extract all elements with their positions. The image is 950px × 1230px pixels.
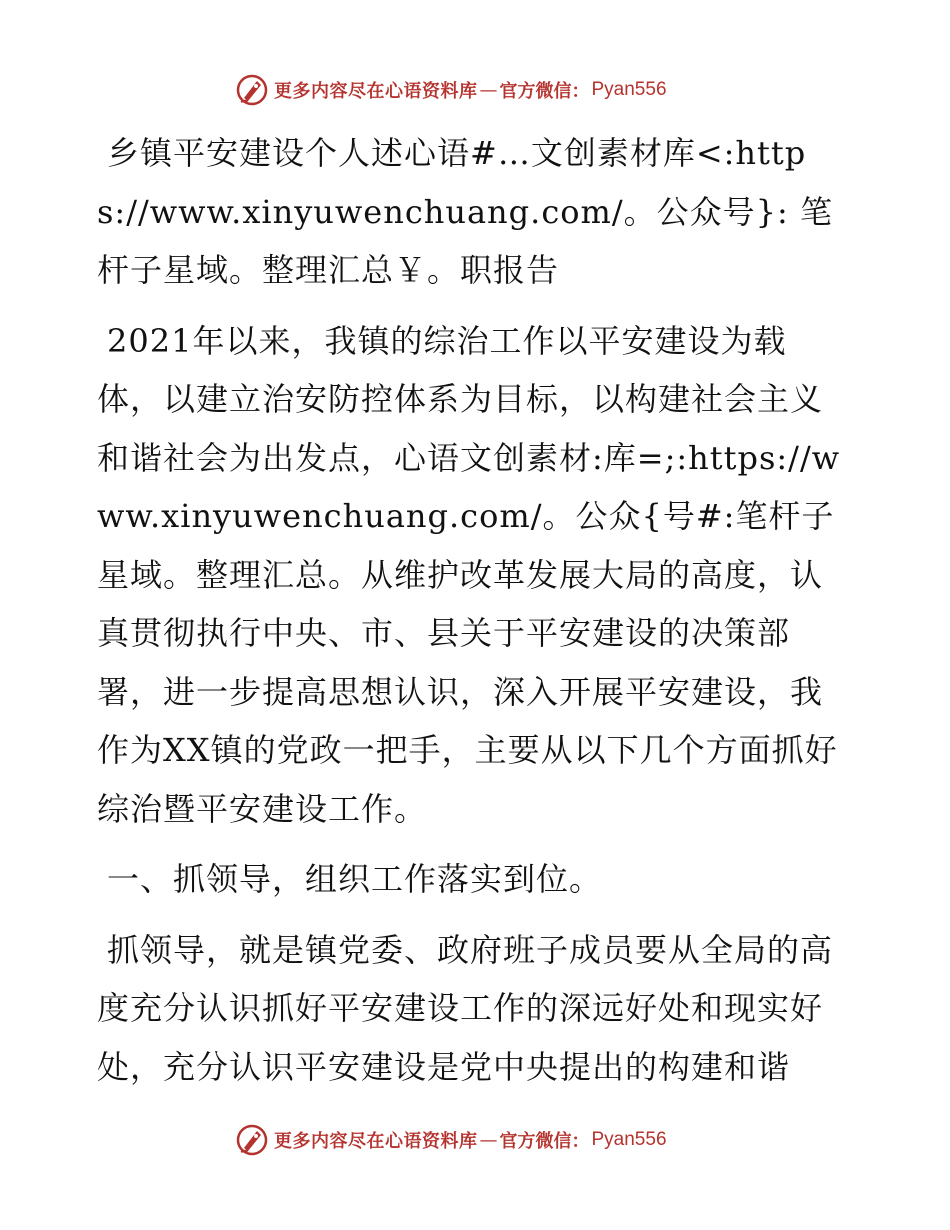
pen-nib-logo-icon [235,1123,269,1157]
document-body [97,124,847,1108]
watermark-separator: — [479,79,498,101]
watermark-label: 官方微信： [499,1131,590,1152]
footer-watermark [235,1122,667,1158]
section-heading: 一、抓领导，组织工作落实到位。 [107,860,603,898]
watermark-separator: — [479,1129,498,1151]
watermark-wechat-id: Pyan556 [591,1129,667,1150]
paragraph-intro: 2021年以来，我镇的综治工作以平安建设为载体，以建立治安防控体系为目标，以构建社会主义和谐社会为出发点，心语文创素材:库=;:https://www.xinyuwenchuang.com/。公众{号#:笔杆子星域。整理汇总。从维护改革发展大局的高度，认真贯彻执行中央、市、县关于平安建设的决策部署，进一步提高思想认识，深入开展平安建设，我作为XX镇的党政一把手，主要从以下几个方面抓好综治暨平安建设工作。 [97,321,841,828]
pen-nib-logo-icon [235,73,269,107]
watermark-text: 更多内容尽在心语资料库 [274,1131,478,1152]
watermark-label: 官方微信： [499,81,590,102]
paragraph-body: 抓领导，就是镇党委、政府班子成员要从全局的高度充分认识抓好平安建设工作的深远好处和现实好处，充分认识平安建设是党中央提出的构建和谐 [97,930,834,1086]
header-watermark [235,72,667,108]
paragraph-title: 乡镇平安建设个人述心语#…文创素材库<:https://www.xinyuwenchuang.com/。公众号}: 笔杆子星域。整理汇总￥。职报告 [97,134,833,289]
watermark-wechat-id: Pyan556 [591,79,667,100]
watermark-text: 更多内容尽在心语资料库 [274,81,478,102]
